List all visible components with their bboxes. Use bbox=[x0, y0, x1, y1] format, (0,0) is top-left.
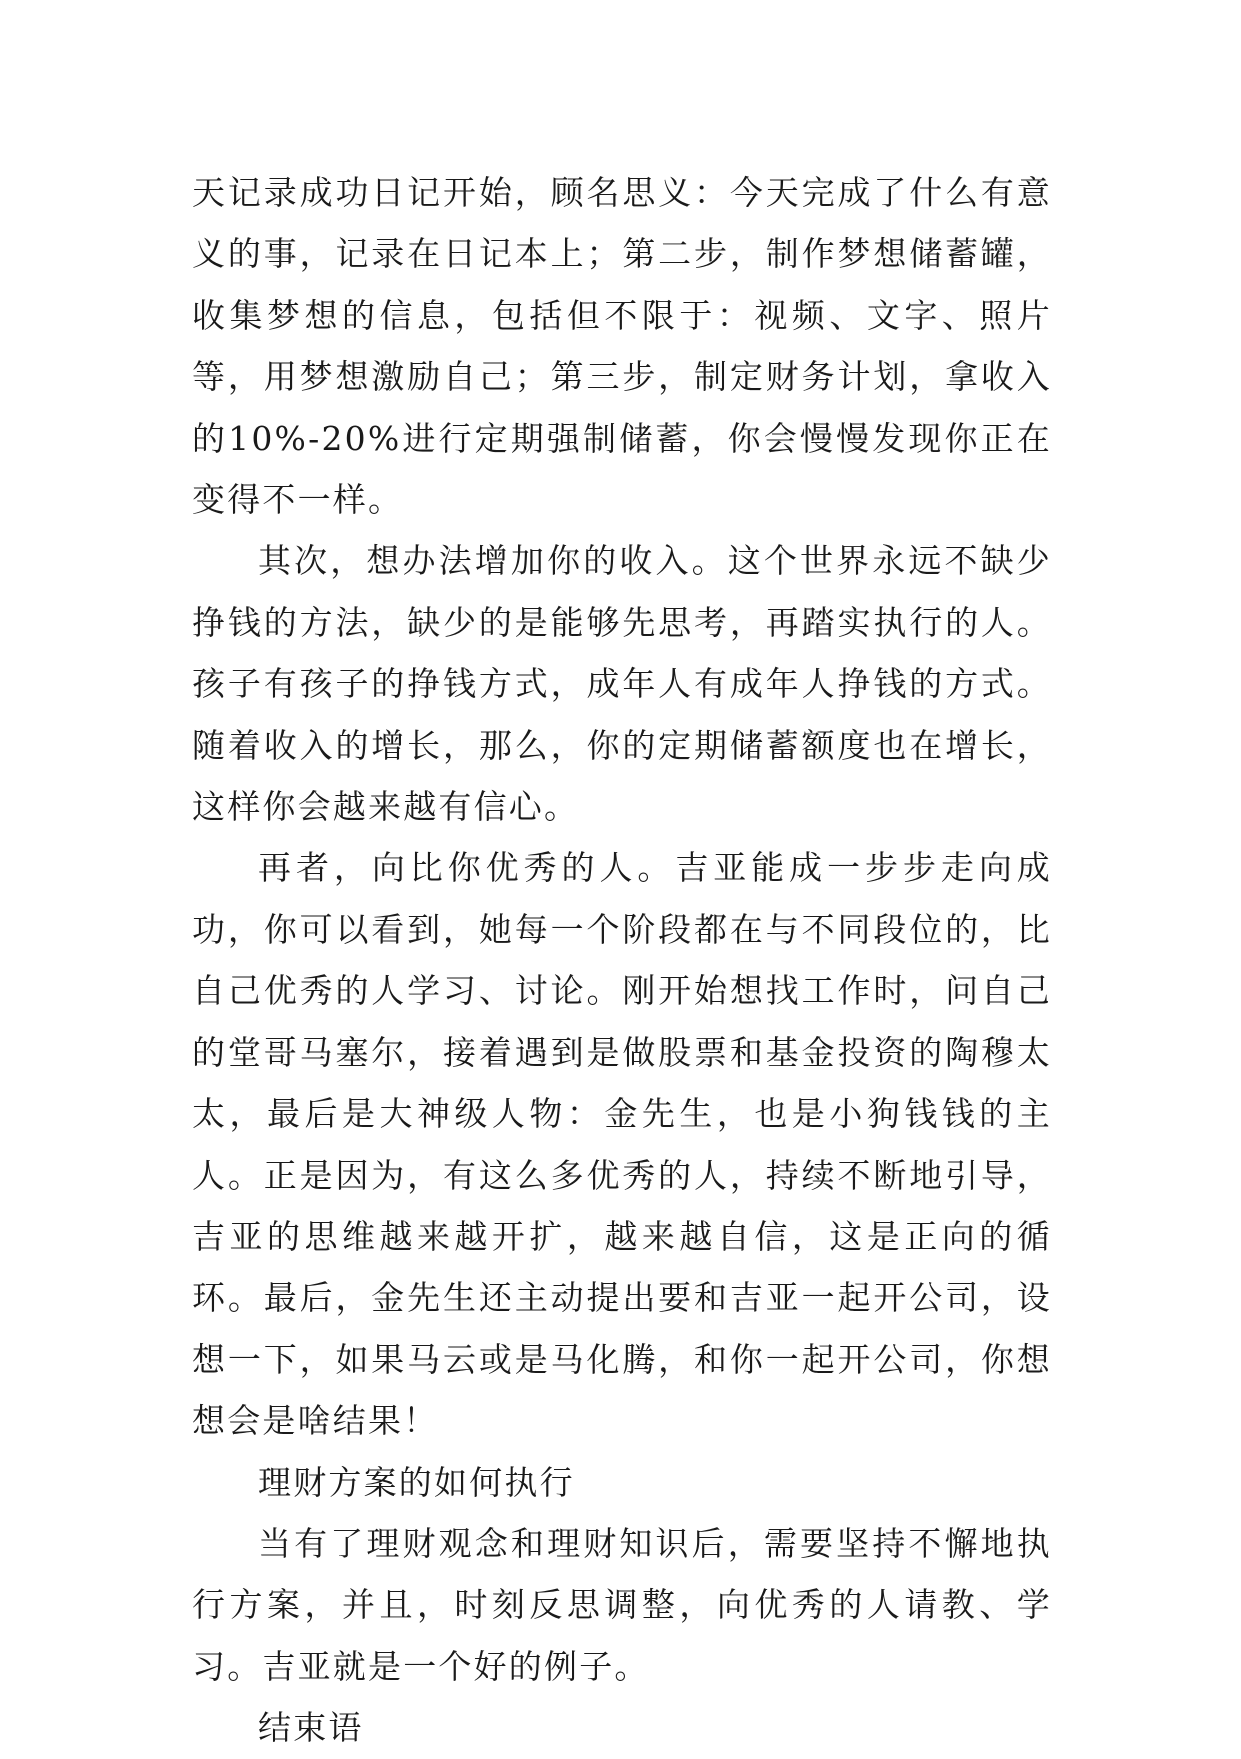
paragraph-continuation: 天记录成功日记开始，顾名思义：今天完成了什么有意义的事，记录在日记本上；第二步，制作梦想储蓄罐，收集梦想的信息，包括但不限于：视频、文字、照片等，用梦想激励自己；第三步，制定财务计划，拿收入的10%-20%进行定期强制储蓄，你会慢慢发现你正在变得不一样。 bbox=[192, 173, 1052, 520]
paragraph-execution: 当有了理财观念和理财知识后，需要坚持不懈地执行方案，并且，时刻反思调整，向优秀的人请教、学习。吉亚就是一个好的例子。 bbox=[192, 1523, 1052, 1686]
section-heading-execution: 理财方案的如何执行 bbox=[258, 1462, 575, 1502]
section-heading-conclusion: 结束语 bbox=[258, 1708, 364, 1748]
document-body bbox=[192, 162, 1052, 1759]
paragraph-increase-income: 其次，想办法增加你的收入。这个世界永远不缺少挣钱的方法，缺少的是能够先思考，再踏实执行的人。孩子有孩子的挣钱方式，成年人有成年人挣钱的方式。随着收入的增长，那么，你的定期储蓄额度也在增长，这样你会越来越有信心。 bbox=[192, 541, 1052, 827]
paragraph-learn-from-excellent: 再者，向比你优秀的人。吉亚能成一步步走向成功，你可以看到，她每一个阶段都在与不同段位的，比自己优秀的人学习、讨论。刚开始想找工作时，问自己的堂哥马塞尔，接着遇到是做股票和基金投资的陶穆太太，最后是大神级人物：金先生，也是小狗钱钱的主人。正是因为，有这么多优秀的人，持续不断地引导，吉亚的思维越来越开扩，越来越自信，这是正向的循环。最后，金先生还主动提出要和吉亚一起开公司，设想一下，如果马云或是马化腾，和你一起开公司，你想想会是啥结果！ bbox=[192, 848, 1052, 1441]
